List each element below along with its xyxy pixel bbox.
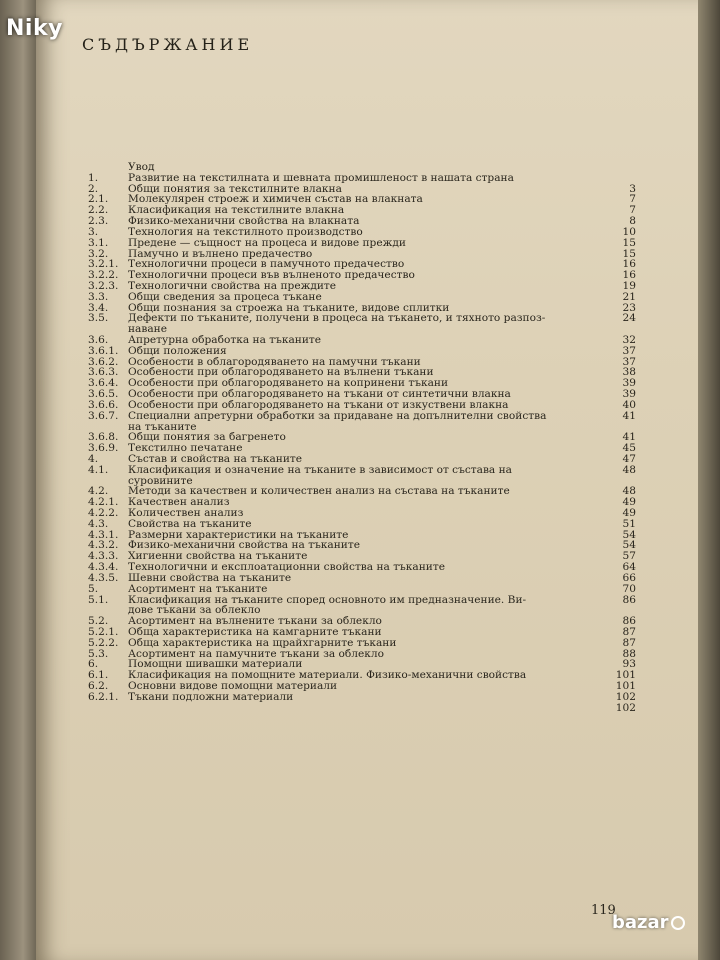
toc-entry-title: Особености при облагородяването на вълнени тъкани — [128, 367, 434, 379]
toc-entry — [88, 476, 636, 487]
toc-entry-number: 4. — [88, 452, 99, 465]
toc-entry-page: 66 — [622, 571, 636, 584]
toc-entry-number: 1. — [88, 171, 99, 184]
toc-entry — [88, 616, 636, 627]
toc-entry-title: Обща характеристика на камгарните тъкани — [128, 626, 382, 638]
toc-entry-page: 3 — [629, 182, 636, 195]
toc-entry-number: 3.3. — [88, 290, 109, 303]
toc-entry-title: Свойства на тъканите — [128, 518, 252, 530]
toc-entry — [88, 400, 636, 411]
toc-entry-title: Размерни характеристики на тъканите — [128, 529, 349, 541]
toc-entry-title: Обща характеристика на щрайхгарните тъкани — [128, 637, 397, 649]
toc-entry-page: 7 — [629, 193, 636, 206]
speech-bubble-icon — [671, 916, 685, 930]
toc-entry-page: 64 — [622, 561, 636, 574]
seller-watermark: Niky — [6, 16, 63, 41]
toc-entry-title: Технологични свойства на преждите — [128, 280, 337, 292]
toc-entry-title: Молекулярен строеж и химичен състав на влакната — [128, 194, 423, 206]
toc-entry — [88, 692, 636, 703]
toc-entry-number: 6.2. — [88, 680, 109, 692]
toc-entry — [88, 573, 636, 584]
toc-entry-title: Технологични и експлоатационни свойства на тъканите — [128, 562, 445, 574]
toc-entry-number: 3.6.3. — [88, 366, 119, 379]
toc-entry — [88, 540, 636, 551]
toc-entry-title: Методи за качествен и количествен анализ на състава на тъканите — [128, 486, 510, 498]
toc-entry-page: 32 — [622, 334, 636, 346]
toc-entry-title: Особености в облагородяването на памучни тъкани — [128, 356, 421, 368]
toc-entry-number: 4.2.1. — [88, 496, 119, 509]
toc-entry-number: 2.2. — [88, 204, 109, 217]
toc-entry — [88, 508, 636, 519]
toc-entry-title: Памучно и вълнено предачество — [128, 248, 313, 260]
toc-entry-title: Общи сведения за процеса тъкане — [128, 291, 322, 303]
toc-entry-number: 4.3.5. — [88, 571, 119, 584]
toc-entry — [88, 486, 636, 497]
toc-entry — [88, 270, 636, 281]
toc-entry — [88, 530, 636, 541]
toc-entry — [88, 281, 636, 292]
toc-entry — [88, 184, 636, 195]
toc-entry — [88, 627, 636, 638]
toc-entry-title: на тъканите — [128, 421, 197, 433]
toc-entry-title: Дефекти по тъканите, получени в процеса на тъкането, и тяхното разпоз- — [128, 313, 546, 325]
toc-entry-page: 86 — [622, 615, 636, 628]
toc-entry-title: Технологични процеси в памучното предачество — [128, 259, 405, 271]
toc-entry-number: 6. — [88, 658, 99, 671]
toc-entry — [88, 324, 636, 335]
toc-entry-title: Количествен анализ — [128, 508, 244, 519]
toc-entry — [88, 649, 636, 660]
toc-entry-title: Специални апретурни обработки за придаване на допълнителни свойства — [128, 410, 547, 422]
toc-entry-number: 4.3.2. — [88, 539, 119, 552]
toc-entry-title: Развитие на текстилната и шевната промишленост в нашата страна — [128, 172, 514, 184]
toc-entry-number: 5. — [88, 582, 99, 595]
toc-entry-page: 38 — [622, 366, 636, 379]
toc-entry — [88, 292, 636, 303]
toc-entry-title: Класификация на помощните материали. Физико-механични свойства — [128, 670, 527, 682]
toc-entry — [88, 357, 636, 368]
toc-entry-page: 51 — [622, 517, 636, 530]
toc-entry-number: 3.2.2. — [88, 269, 119, 282]
toc-entry — [88, 703, 636, 714]
toc-entry-number: 3.1. — [88, 236, 109, 249]
toc-entry-title: наване — [128, 324, 167, 336]
toc-entry-title: Качествен анализ — [128, 497, 230, 509]
page-number: 119 — [591, 903, 616, 918]
table-of-contents — [88, 162, 636, 713]
toc-entry-page: 93 — [622, 658, 636, 671]
toc-entry-title: Класификация и означение на тъканите в зависимост от състава на — [128, 464, 512, 476]
toc-entry-title: Общи положения — [128, 345, 227, 357]
toc-entry-number: 4.3.1. — [88, 528, 119, 541]
toc-entry-page: 21 — [622, 290, 636, 303]
toc-entry-number: 3.6. — [88, 334, 109, 346]
toc-entry — [88, 205, 636, 216]
toc-entry-title: Физико-механични свойства на влакната — [128, 216, 360, 228]
toc-entry-number: 3.5. — [88, 312, 109, 325]
toc-entry-page: 41 — [622, 409, 636, 422]
toc-entry — [88, 519, 636, 530]
toc-entry-page: 24 — [622, 312, 636, 325]
toc-entry-number: 6.2.1. — [88, 690, 119, 703]
toc-entry-page: 15 — [622, 247, 636, 260]
toc-entry-page: 40 — [622, 398, 636, 411]
toc-entry-number: 4.3. — [88, 517, 109, 530]
toc-entry-page: 88 — [622, 647, 636, 660]
toc-entry-title: Апретурна обработка на тъканите — [128, 335, 322, 346]
toc-entry-number: 6.1. — [88, 669, 109, 682]
toc-entry — [88, 605, 636, 616]
toc-entry-number: 3.2.3. — [88, 279, 119, 292]
toc-entry — [88, 659, 636, 670]
toc-entry-page: 39 — [622, 388, 636, 401]
toc-entry — [88, 432, 636, 443]
page-title: СЪДЪРЖАНИЕ — [82, 35, 254, 54]
page-edge-right — [698, 0, 720, 960]
toc-entry-title: Особености при облагородяването на тъкани от изкуствени влакна — [128, 399, 509, 411]
toc-entry-page: 57 — [622, 550, 636, 563]
toc-entry — [88, 227, 636, 238]
toc-entry-number: 3.2. — [88, 247, 109, 260]
toc-entry-page: 49 — [622, 496, 636, 509]
toc-entry-title: Технология на текстилното производство — [128, 226, 363, 238]
toc-entry — [88, 454, 636, 465]
toc-entry-title: Хигиенни свойства на тъканите — [128, 551, 308, 563]
toc-entry — [88, 465, 636, 476]
toc-entry — [88, 367, 636, 378]
toc-entry-title: Шевни свойства на тъканите — [128, 572, 292, 584]
toc-entry — [88, 194, 636, 205]
toc-entry — [88, 389, 636, 400]
toc-entry-title: Особености при облагородяването на копринени тъкани — [128, 378, 449, 390]
toc-entry-page: 37 — [622, 355, 636, 368]
toc-entry-title: Общи понятия за багренето — [128, 432, 286, 444]
toc-entry-page: 16 — [622, 269, 636, 282]
toc-entry-number: 3.6.1. — [88, 344, 119, 357]
toc-entry-page: 102 — [615, 701, 636, 714]
brand-watermark — [612, 912, 685, 933]
toc-entry-number: 3.6.2. — [88, 355, 119, 368]
toc-entry — [88, 303, 636, 314]
toc-entry-title: Общи познания за строежа на тъканите, видове сплитки — [128, 302, 450, 314]
toc-entry-page: 48 — [622, 463, 636, 476]
toc-entry-page: 48 — [622, 485, 636, 498]
toc-entry-number: 3.2.1. — [88, 258, 119, 271]
toc-entry-title: Класификация на тъканите според основното им предназначение. Ви- — [128, 594, 527, 606]
toc-entry — [88, 443, 636, 454]
toc-entry-page: 54 — [622, 539, 636, 552]
toc-entry-page: 70 — [622, 582, 636, 595]
toc-entry-number: 2.1. — [88, 193, 109, 206]
toc-entry-number: 5.1. — [88, 593, 109, 606]
toc-entry-number: 5.2. — [88, 615, 109, 628]
toc-entry-title: Особености при облагородяването на тъкани от синтетични влакна — [128, 389, 511, 401]
toc-entry-title: Асортимент на памучните тъкани за облекло — [128, 648, 385, 660]
toc-entry-page: 41 — [622, 431, 636, 444]
toc-entry — [88, 162, 636, 173]
toc-entry — [88, 313, 636, 324]
toc-entry — [88, 670, 636, 681]
toc-entry-number: 5.3. — [88, 647, 109, 660]
toc-entry-title: Основни видове помощни материали — [128, 681, 338, 692]
toc-entry-number: 5.2.2. — [88, 636, 119, 649]
toc-entry-number: 3. — [88, 225, 99, 238]
toc-entry-number: 4.1. — [88, 463, 109, 476]
toc-entry — [88, 216, 636, 227]
toc-entry — [88, 411, 636, 422]
toc-entry — [88, 173, 636, 184]
toc-entry — [88, 595, 636, 606]
toc-entry — [88, 562, 636, 573]
toc-entry-title: суровините — [128, 475, 193, 487]
toc-entry-number: 4.3.3. — [88, 550, 119, 563]
toc-entry-title: Тъкани подложни материали — [128, 691, 294, 703]
toc-entry-number: 5.2.1. — [88, 625, 119, 638]
toc-entry-page: 87 — [622, 625, 636, 638]
toc-entry-page: 39 — [622, 377, 636, 390]
toc-entry-page: 87 — [622, 636, 636, 649]
toc-entry-title: Състав и свойства на тъканите — [128, 453, 303, 465]
toc-entry-page: 37 — [622, 344, 636, 357]
toc-entry — [88, 497, 636, 508]
toc-entry-title: Физико-механични свойства на тъканите — [128, 540, 360, 552]
toc-entry — [88, 249, 636, 260]
toc-entry-page: 49 — [622, 507, 636, 519]
toc-entry-title: Предене — същност на процеса и видове прежди — [128, 237, 406, 249]
toc-entry-page: 45 — [622, 442, 636, 455]
toc-entry-title: дове тъкани за облекло — [128, 605, 261, 617]
toc-entry-number: 4.3.4. — [88, 561, 119, 574]
toc-entry-page: 15 — [622, 236, 636, 249]
toc-entry-page: 101 — [615, 680, 636, 692]
toc-entry — [88, 551, 636, 562]
toc-entry-page: 8 — [629, 215, 636, 228]
toc-entry — [88, 422, 636, 433]
toc-entry — [88, 238, 636, 249]
toc-entry-number: 3.6.4. — [88, 377, 119, 390]
toc-entry-number: 3.4. — [88, 301, 109, 314]
toc-entry-title: Технологични процеси във вълненото предачество — [128, 270, 415, 282]
toc-entry-number: 3.6.9. — [88, 442, 119, 455]
toc-entry-number: 2.3. — [88, 215, 109, 228]
toc-entry — [88, 638, 636, 649]
toc-entry-page: 54 — [622, 528, 636, 541]
toc-entry-page: 7 — [629, 204, 636, 217]
toc-entry-title: Асортимент на тъканите — [128, 583, 268, 595]
toc-entry-page: 102 — [615, 690, 636, 703]
toc-entry-number: 4.2.2. — [88, 507, 119, 519]
toc-entry-title: Текстилно печатане — [128, 443, 243, 455]
toc-entry-title: Асортимент на вълнените тъкани за облекло — [128, 616, 382, 628]
toc-entry-title: Класификация на текстилните влакна — [128, 205, 345, 217]
toc-entry-page: 19 — [622, 279, 636, 292]
toc-entry-number: 3.6.6. — [88, 398, 119, 411]
toc-entry-number: 4.2. — [88, 485, 109, 498]
toc-entry — [88, 335, 636, 346]
toc-entry-title: Помощни шивашки материали — [128, 659, 303, 671]
toc-entry-number: 3.6.7. — [88, 409, 119, 422]
toc-entry — [88, 681, 636, 692]
toc-entry-page: 10 — [622, 225, 636, 238]
toc-entry-title: Увод — [128, 162, 155, 173]
toc-entry-number: 3.6.8. — [88, 431, 119, 444]
toc-entry-page: 47 — [622, 452, 636, 465]
toc-entry — [88, 584, 636, 595]
toc-entry — [88, 259, 636, 270]
toc-entry-page: 16 — [622, 258, 636, 271]
toc-entry-page: 23 — [622, 301, 636, 314]
toc-entry-number: 2. — [88, 182, 99, 195]
toc-entry-number: 3.6.5. — [88, 388, 119, 401]
toc-entry — [88, 378, 636, 389]
toc-entry-page: 101 — [615, 669, 636, 682]
toc-entry — [88, 346, 636, 357]
toc-entry-page: 86 — [622, 593, 636, 606]
toc-entry-title: Общи понятия за текстилните влакна — [128, 183, 342, 195]
brand-watermark-text: bazar — [612, 912, 669, 933]
